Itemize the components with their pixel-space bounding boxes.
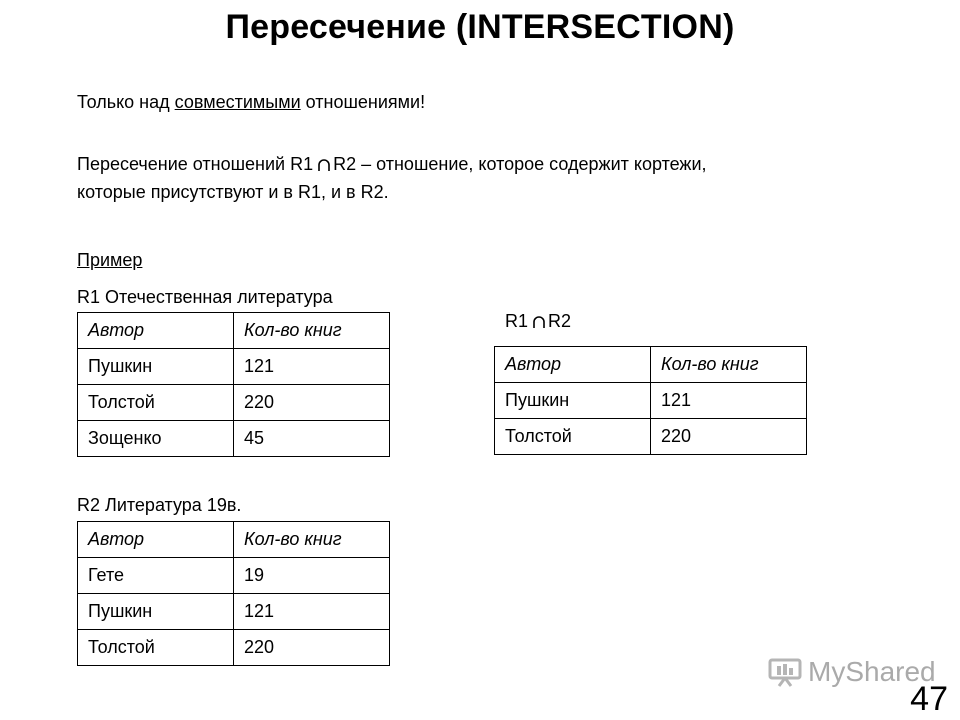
- table-cell: Пушкин: [495, 383, 651, 419]
- table-row: [78, 558, 390, 594]
- table-header-row: [78, 313, 390, 349]
- table-row: [78, 385, 390, 421]
- table-cell: Пушкин: [78, 594, 234, 630]
- table-row: [495, 383, 807, 419]
- table-cell: Толстой: [78, 385, 234, 421]
- header-cell: Автор: [78, 522, 234, 558]
- table-row: [78, 421, 390, 457]
- logo-text: MyShared: [808, 656, 936, 687]
- r1-caption: R1 Отечественная литература: [77, 287, 333, 307]
- intro-prefix: Только над: [77, 92, 175, 112]
- r2-caption: R2 Литература 19в.: [77, 495, 242, 515]
- header-cell: Кол-во книг: [234, 522, 390, 558]
- header-cell: Автор: [495, 347, 651, 383]
- r1-table: [77, 312, 390, 457]
- intersection-icon: [532, 316, 546, 328]
- table-cell: Зощенко: [78, 421, 234, 457]
- table-row: [78, 630, 390, 666]
- table-cell: Пушкин: [78, 349, 234, 385]
- definition-part2: R2 – отношение, которое содержит кортежи,: [333, 154, 707, 174]
- slide-title: Пересечение (INTERSECTION): [225, 8, 735, 46]
- slide-number: 47: [910, 680, 948, 718]
- intersection-icon: [317, 159, 331, 171]
- table-cell: 220: [651, 419, 807, 455]
- table-cell: Толстой: [78, 630, 234, 666]
- header-cell: Кол-во книг: [651, 347, 807, 383]
- table-cell: 220: [234, 385, 390, 421]
- table-row: [495, 419, 807, 455]
- definition-line-1: [77, 154, 707, 175]
- result-caption-right: R2: [548, 311, 572, 331]
- r2-table: [77, 521, 390, 666]
- presentation-icon: [768, 657, 802, 687]
- example-label: Пример: [77, 250, 143, 270]
- intro-line: [77, 92, 425, 113]
- table-header-row: [78, 522, 390, 558]
- header-cell: Кол-во книг: [234, 313, 390, 349]
- table-cell: 121: [234, 594, 390, 630]
- result-table: [494, 346, 807, 455]
- result-caption: [505, 311, 571, 332]
- definition-line-2: которые присутствуют и в R1, и в R2.: [77, 182, 389, 202]
- table-cell: 121: [234, 349, 390, 385]
- header-cell: Автор: [78, 313, 234, 349]
- table-cell: Толстой: [495, 419, 651, 455]
- table-cell: 121: [651, 383, 807, 419]
- table-cell: 45: [234, 421, 390, 457]
- intro-suffix: отношениями!: [300, 92, 426, 112]
- table-row: [78, 594, 390, 630]
- table-row: [78, 349, 390, 385]
- table-header-row: [495, 347, 807, 383]
- result-caption-left: R1: [505, 311, 529, 331]
- table-cell: Гете: [78, 558, 234, 594]
- table-cell: 220: [234, 630, 390, 666]
- table-cell: 19: [234, 558, 390, 594]
- intro-underlined: совместимыми: [174, 92, 301, 112]
- definition-part1: Пересечение отношений R1: [77, 154, 314, 174]
